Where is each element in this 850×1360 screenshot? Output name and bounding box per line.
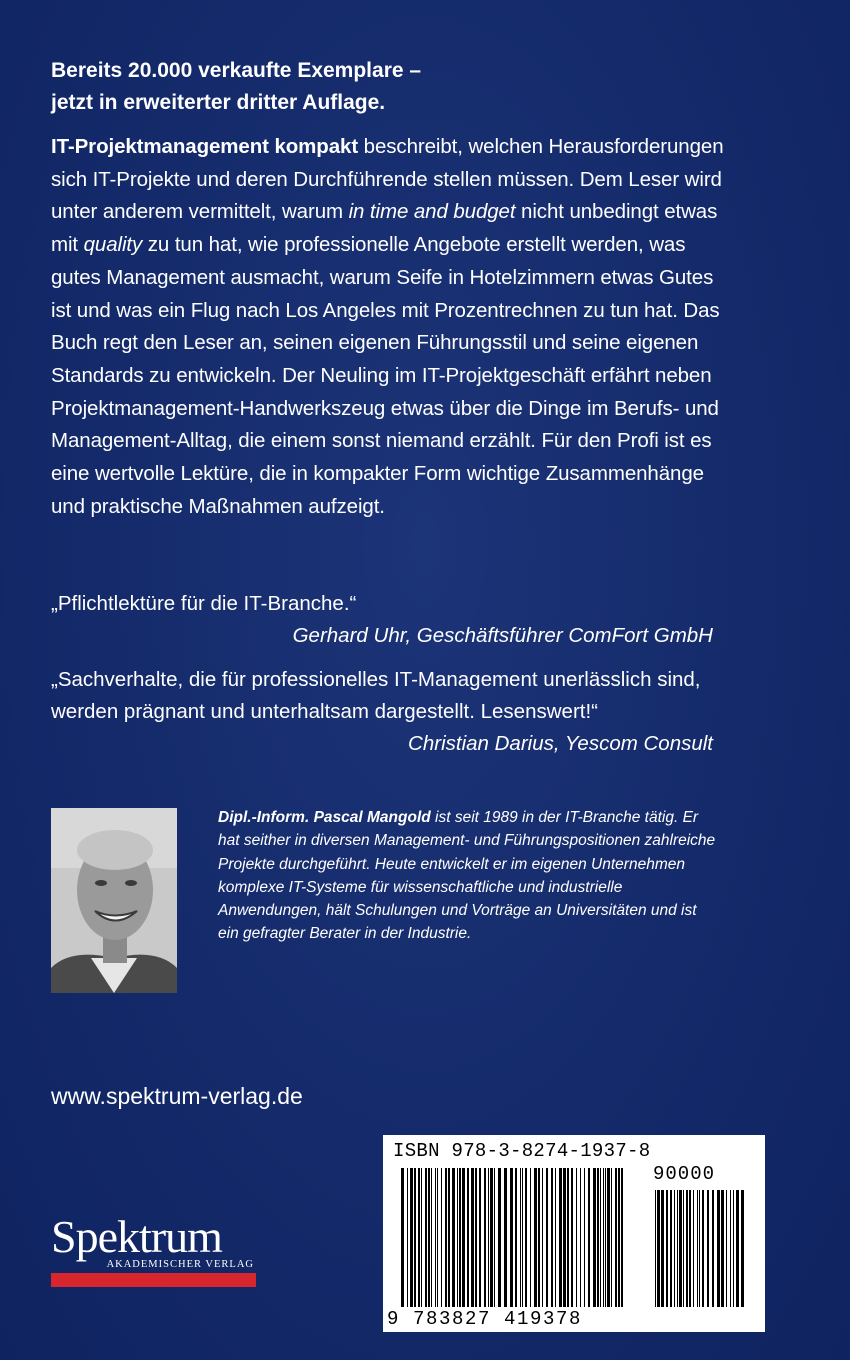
barcode-bar <box>431 1168 432 1307</box>
barcode-bar <box>515 1168 517 1307</box>
barcode-bar <box>576 1168 577 1307</box>
barcode-bar <box>484 1168 486 1307</box>
barcode-bar <box>615 1168 617 1307</box>
author-portrait <box>51 808 177 993</box>
barcode-bar <box>593 1168 596 1307</box>
barcode-bar <box>702 1190 704 1307</box>
barcode-bar <box>721 1190 724 1307</box>
barcode-bar <box>421 1168 422 1307</box>
book-title: IT-Projektmanagement kompakt <box>51 135 359 158</box>
barcode-bar <box>603 1168 604 1307</box>
headline <box>51 55 731 119</box>
barcode-bar <box>677 1190 678 1307</box>
barcode-bar <box>401 1168 404 1307</box>
barcode-bar <box>693 1190 694 1307</box>
emphasis-quality: quality <box>83 233 143 257</box>
barcode-bar <box>607 1168 610 1307</box>
barcode-bar <box>618 1168 620 1307</box>
barcode-bar <box>425 1168 427 1307</box>
barcode-bar <box>479 1168 481 1307</box>
barcode-bar <box>670 1190 672 1307</box>
barcode-bar <box>542 1168 543 1307</box>
quote-2-author: Christian Darius, Yescom Consult <box>408 732 713 755</box>
publisher-subtitle: AKADEMISCHER VERLAG <box>106 1259 254 1270</box>
quote-2-text: „Sachverhalte, die für professionelles IT-Management unerlässlich sind, werden prägnant und unterhaltsam dargestellt. Lesenswert!“ <box>51 668 701 723</box>
barcode-bar <box>525 1168 527 1307</box>
price-code: 90000 <box>653 1163 716 1185</box>
barcode-bar <box>600 1168 601 1307</box>
barcode-bar <box>520 1168 521 1307</box>
barcode-bar <box>555 1168 556 1307</box>
barcode-bar <box>726 1190 727 1307</box>
barcode-bar <box>686 1190 688 1307</box>
publisher-name: Spektrum <box>51 1211 222 1262</box>
barcode-bar <box>741 1190 744 1307</box>
quote-2 <box>51 664 731 760</box>
headline-line-1: Bereits 20.000 verkaufte Exemplare – <box>51 59 422 82</box>
barcode-bar <box>597 1168 599 1307</box>
barcode-bar <box>452 1168 455 1307</box>
barcode-bar <box>441 1168 442 1307</box>
publisher-logo <box>51 1211 256 1287</box>
barcode-bar <box>428 1168 430 1307</box>
quote-1-text: „Pflichtlektüre für die IT-Branche.“ <box>51 592 357 615</box>
quote-1 <box>51 588 731 652</box>
quote-1-author: Gerhard Uhr, Geschäftsführer ComFort GmbH <box>292 624 713 647</box>
barcode-bar <box>730 1190 731 1307</box>
isbn-label: ISBN 978-3-8274-1937-8 <box>393 1140 651 1162</box>
barcode-bar <box>717 1190 720 1307</box>
barcode-bar <box>510 1168 513 1307</box>
barcode-bar <box>546 1168 548 1307</box>
barcode-bar <box>414 1168 416 1307</box>
barcode-bar <box>538 1168 540 1307</box>
emphasis-time-budget: in time and budget <box>348 200 516 224</box>
barcode-bar <box>712 1190 714 1307</box>
barcode-bar <box>571 1168 573 1307</box>
barcode-bar <box>689 1190 691 1307</box>
author-bio-text: ist seit 1989 in der IT-Branche tätig. Er hat seither in diversen Management- und Führungspositionen zahlreiche Projekte durchgeführt. Heute entwickelt er im eigenen Unternehmen komplexe IT-Systeme für wissenschaftliche und industrielle Anwendungen, hält Schulungen und Vorträge an Universitäten und ist ein gefragter Berater in der Industrie. <box>218 809 716 943</box>
author-name: Dipl.-Inform. Pascal Mangold <box>218 809 431 826</box>
barcode-bar <box>666 1190 668 1307</box>
barcode-bar <box>534 1168 537 1307</box>
barcode-bar <box>437 1168 438 1307</box>
barcode-bar <box>494 1168 495 1307</box>
barcode-bar <box>435 1168 436 1307</box>
barcode-bars <box>383 1135 765 1332</box>
barcode-bar <box>530 1168 531 1307</box>
barcode-bar <box>522 1168 523 1307</box>
publisher-red-bar <box>51 1273 256 1287</box>
barcode-bar <box>459 1168 461 1307</box>
barcode-bar <box>611 1168 612 1307</box>
isbn-barcode <box>383 1135 765 1332</box>
headline-line-2: jetzt in erweiterter dritter Auflage. <box>51 91 386 114</box>
barcode-bar <box>551 1168 553 1307</box>
barcode-bar <box>699 1190 700 1307</box>
description-part-2: nicht unbedingt etwas mit <box>51 200 718 257</box>
barcode-bar <box>559 1168 562 1307</box>
barcode-bar <box>498 1168 501 1307</box>
barcode-bar <box>679 1190 682 1307</box>
barcode-bar <box>567 1168 569 1307</box>
barcode-bar <box>605 1168 606 1307</box>
barcode-bar <box>475 1168 477 1307</box>
barcode-bar <box>488 1168 489 1307</box>
barcode-bar <box>733 1190 734 1307</box>
barcode-bar <box>683 1190 684 1307</box>
author-bio <box>218 806 718 946</box>
barcode-bar <box>657 1190 660 1307</box>
barcode-bar <box>448 1168 450 1307</box>
description-part-1: beschreibt, welchen Herausforderungen sich IT-Projekte und deren Durchführende stellen müssen. Dem Leser wird unter anderem vermittelt, warum <box>51 135 724 224</box>
barcode-bar <box>707 1190 709 1307</box>
barcode-bar <box>462 1168 465 1307</box>
barcode-bar <box>697 1190 698 1307</box>
author-photo <box>51 808 177 993</box>
barcode-bar <box>445 1168 447 1307</box>
description <box>51 131 731 523</box>
barcode-bar <box>504 1168 507 1307</box>
barcode-bar <box>407 1168 408 1307</box>
barcode-bar <box>655 1190 656 1307</box>
barcode-bar <box>674 1190 675 1307</box>
barcode-bar <box>588 1168 590 1307</box>
barcode-bar <box>563 1168 566 1307</box>
ean-digits: 9 783827 419378 <box>387 1308 583 1330</box>
barcode-bar <box>418 1168 420 1307</box>
website-link[interactable]: www.spektrum-verlag.de <box>51 1083 303 1109</box>
barcode-bar <box>621 1168 623 1307</box>
barcode-bar <box>580 1168 581 1307</box>
barcode-bar <box>584 1168 585 1307</box>
barcode-bar <box>490 1168 493 1307</box>
barcode-bar <box>661 1190 664 1307</box>
barcode-bar <box>457 1168 458 1307</box>
description-part-3: zu tun hat, wie professionelle Angebote erstellt werden, was gutes Management ausmacht, warum Seife in Hotelzimmern etwas Gutes ist und was ein Flug nach Los Angeles mit Prozentrechnen zu tun hat. Das Buch regt den Leser an, seinen eigenen Führungsstil und seine eigenen Standards zu entwickeln. Der Neuling im IT-Projektgeschäft erfährt neben Projektmanagement-Handwerkszeug etwas über die Dinge im Berufs- und Management-Alltag, die einem sonst niemand erzählt. Für den Profi ist es eine wertvolle Lektüre, die in kompakter Form wichtige Zusammenhänge und praktische Maßnahmen aufzeigt. <box>51 233 720 518</box>
barcode-bar <box>410 1168 413 1307</box>
barcode-bar <box>471 1168 474 1307</box>
barcode-bar <box>467 1168 469 1307</box>
barcode-bar <box>736 1190 739 1307</box>
